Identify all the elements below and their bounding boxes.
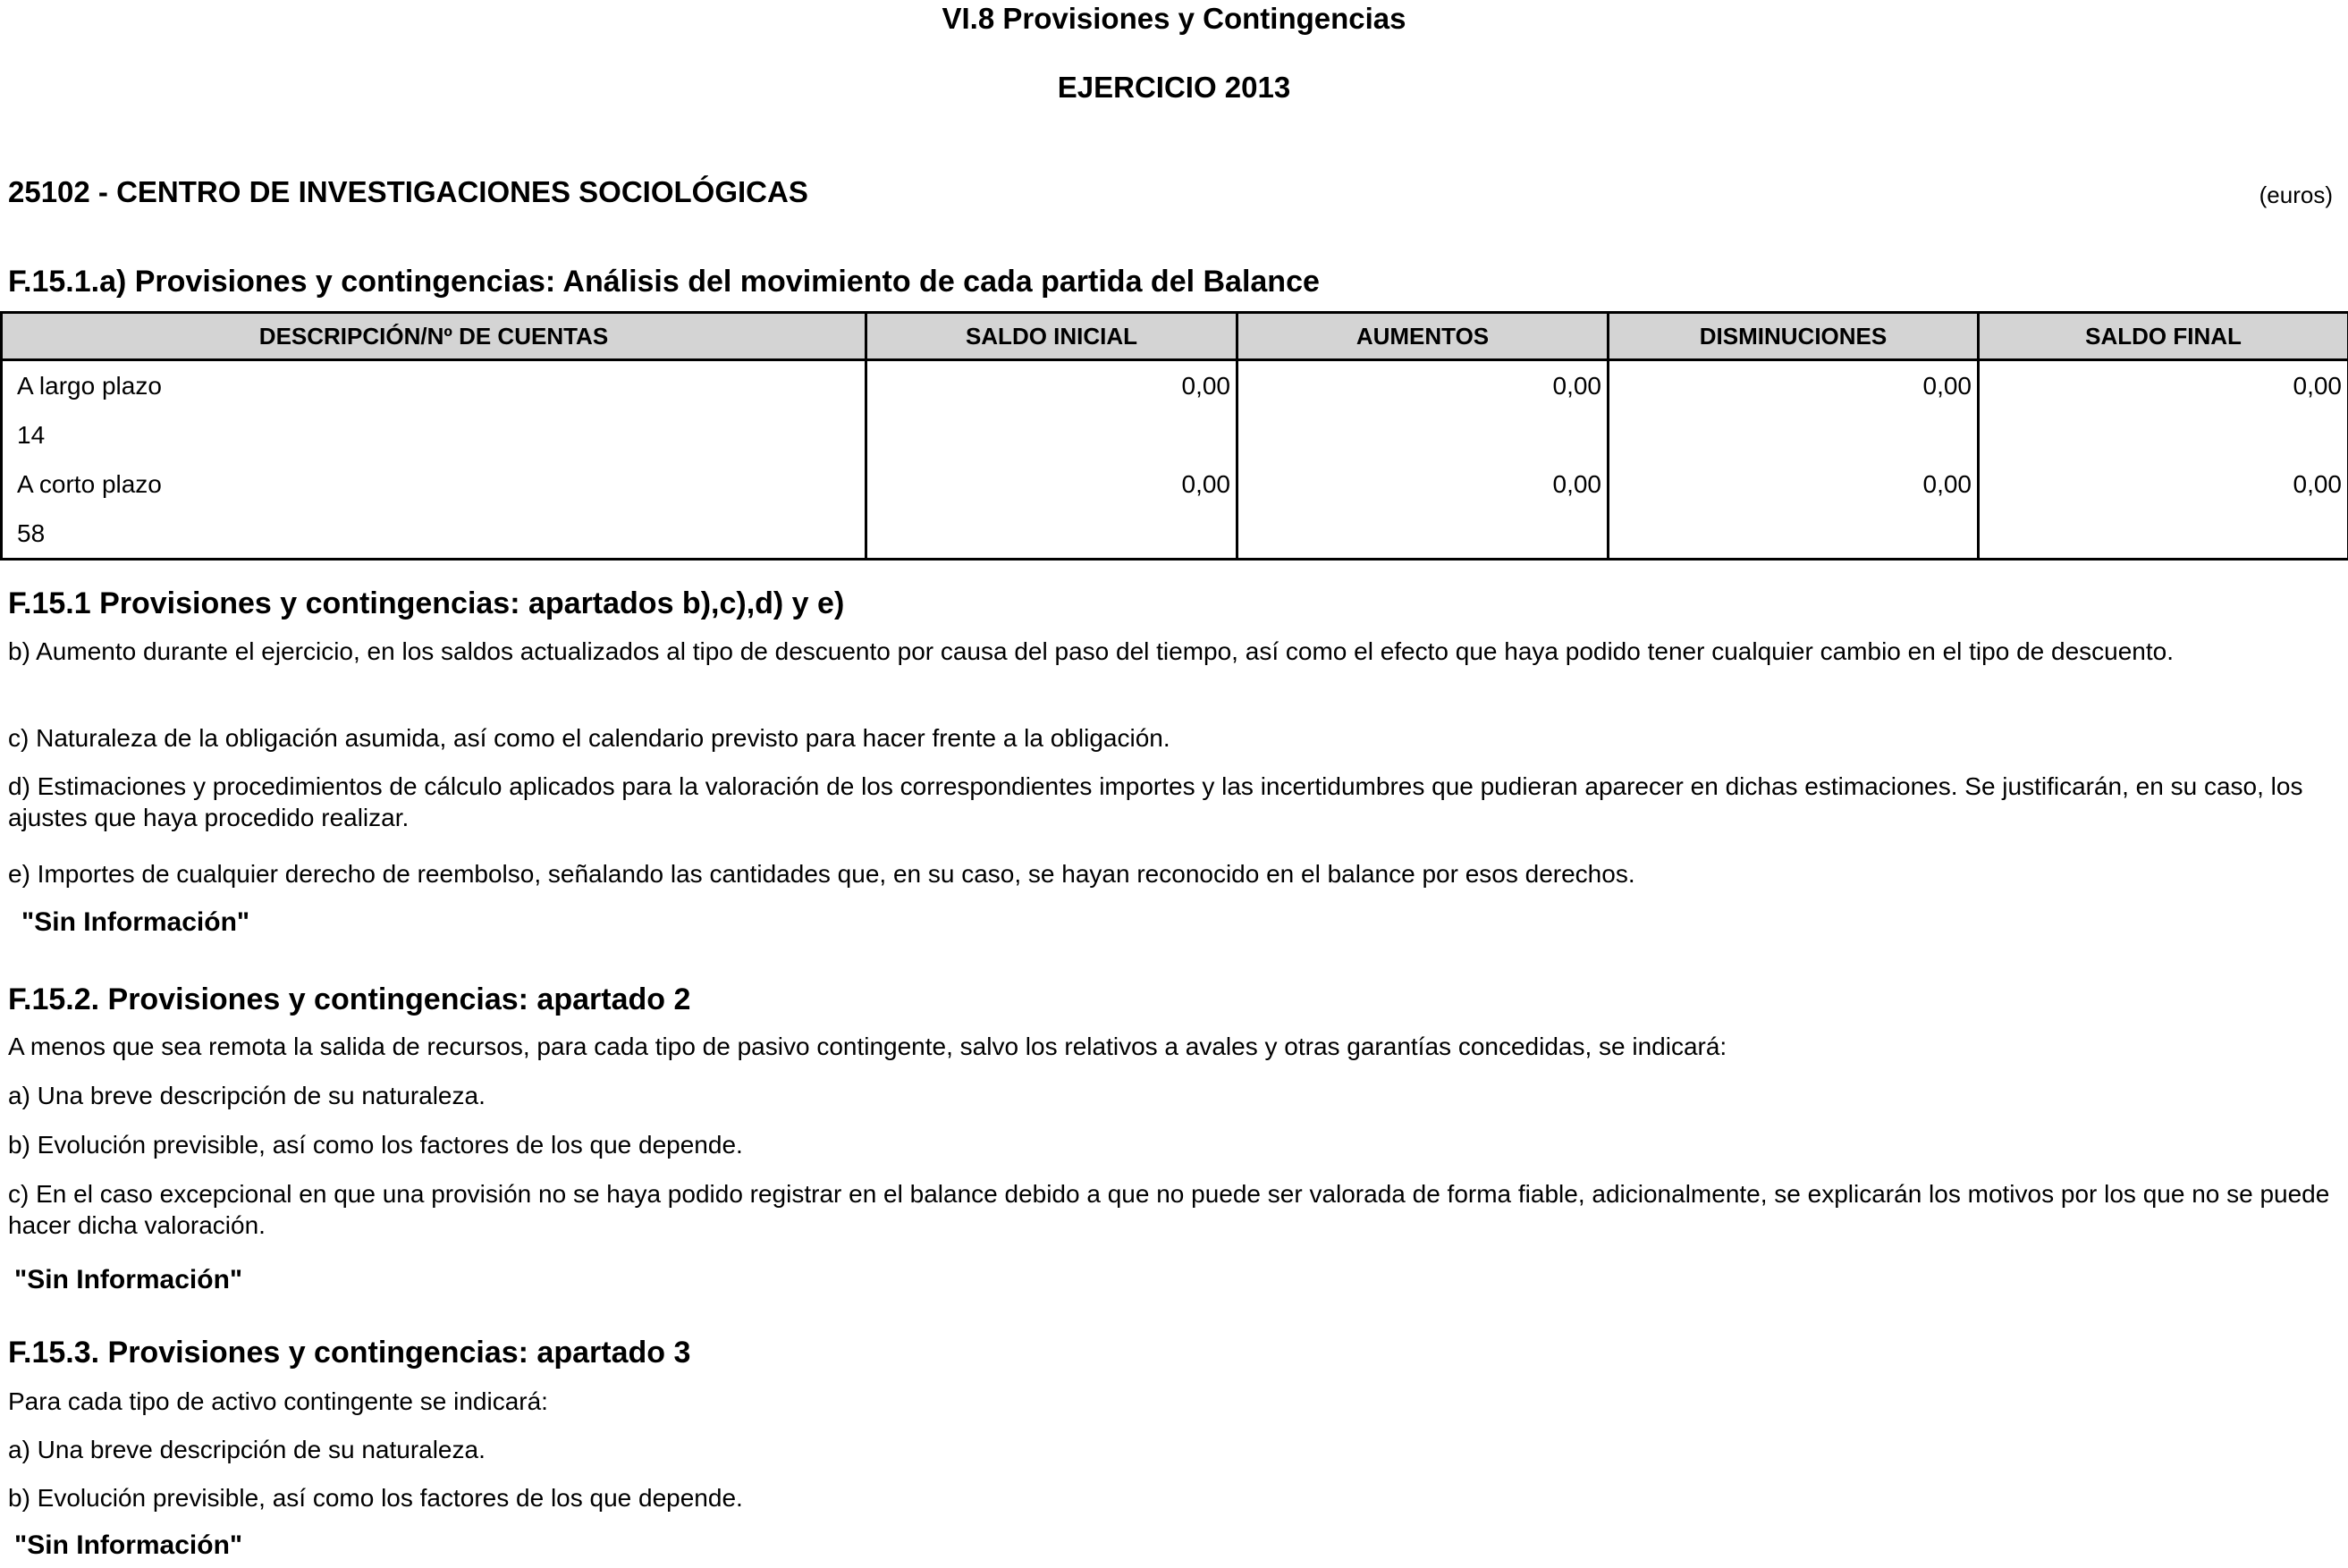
cell-description: 14 <box>2 410 866 459</box>
organization-name: 25102 - CENTRO DE INVESTIGACIONES SOCIOLÓGICAS <box>8 175 808 208</box>
cell-aumentos <box>1237 509 1609 560</box>
column-header-aumentos: AUMENTOS <box>1237 313 1609 360</box>
no-information-note: "Sin Información" <box>21 907 250 937</box>
cell-saldo-inicial <box>866 410 1237 459</box>
section-heading-apartado-3: F.15.3. Provisiones y contingencias: apartado 3 <box>8 1336 691 1370</box>
paragraph-item-b: b) Evolución previsible, así como los factores de los que depende. <box>8 1131 743 1159</box>
paragraph-item-e: e) Importes de cualquier derecho de reembolso, señalando las cantidades que, en su caso, se hayan reconocido en el balance por esos derechos. <box>8 860 1635 888</box>
no-information-note: "Sin Información" <box>14 1530 243 1560</box>
cell-aumentos: 0,00 <box>1237 459 1609 509</box>
paragraph-intro: A menos que sea remota la salida de recursos, para cada tipo de pasivo contingente, salvo los relativos a avales y otras garantías concedidas, se indicará: <box>8 1033 1727 1060</box>
cell-saldo-inicial: 0,00 <box>866 360 1237 411</box>
cell-description: 58 <box>2 509 866 560</box>
cell-saldo-inicial: 0,00 <box>866 459 1237 509</box>
table-row <box>2 459 2348 509</box>
paragraph-item-c: c) En el caso excepcional en que una provisión no se haya podido registrar en el balance debido a que no puede ser valorada de forma fiable, adicionalmente, se explicarán los motivos por los que no se puede hacer dicha valoración. <box>8 1180 2330 1239</box>
cell-description: A largo plazo <box>2 360 866 411</box>
column-header-saldo-final: SALDO FINAL <box>1979 313 2348 360</box>
cell-saldo-final <box>1979 509 2348 560</box>
section-heading-movements: F.15.1.a) Provisiones y contingencias: Análisis del movimiento de cada partida del Balance <box>8 265 1320 299</box>
section-heading-apartado-2: F.15.2. Provisiones y contingencias: apartado 2 <box>8 982 691 1016</box>
cell-description: A corto plazo <box>2 459 866 509</box>
paragraph-item-c: c) Naturaleza de la obligación asumida, así como el calendario previsto para hacer frente a la obligación. <box>8 724 1170 752</box>
cell-disminuciones <box>1609 509 1979 560</box>
paragraph-item-b: b) Aumento durante el ejercicio, en los saldos actualizados al tipo de descuento por causa del paso del tiempo, así como el efecto que haya podido tener cualquier cambio en el tipo de descuento. <box>8 637 2174 665</box>
paragraph-item-a: a) Una breve descripción de su naturaleza. <box>8 1436 486 1463</box>
table-row <box>2 360 2348 411</box>
table-row <box>2 410 2348 459</box>
column-header-description: DESCRIPCIÓN/Nº DE CUENTAS <box>2 313 866 360</box>
table-row <box>2 509 2348 560</box>
cell-disminuciones <box>1609 410 1979 459</box>
table-header-row <box>2 313 2348 360</box>
cell-saldo-inicial <box>866 509 1237 560</box>
paragraph-item-a: a) Una breve descripción de su naturaleza. <box>8 1082 486 1109</box>
cell-disminuciones: 0,00 <box>1609 360 1979 411</box>
cell-saldo-final: 0,00 <box>1979 360 2348 411</box>
cell-aumentos: 0,00 <box>1237 360 1609 411</box>
currency-units: (euros) <box>2259 181 2333 208</box>
paragraph-item-d: d) Estimaciones y procedimientos de cálculo aplicados para la valoración de los correspondientes importes y las incertidumbres que pudieran aparecer en dichas estimaciones. Se justificarán, en su caso, los ajustes que haya procedido realizar. <box>8 772 2303 831</box>
paragraph-item-b: b) Evolución previsible, así como los factores de los que depende. <box>8 1484 743 1512</box>
exercise-year: EJERCICIO 2013 <box>1057 71 1291 104</box>
cell-disminuciones: 0,00 <box>1609 459 1979 509</box>
cell-aumentos <box>1237 410 1609 459</box>
cell-saldo-final: 0,00 <box>1979 459 2348 509</box>
movements-table <box>0 311 2348 561</box>
page-title: VI.8 Provisiones y Contingencias <box>942 2 1406 35</box>
section-heading-items-b-e: F.15.1 Provisiones y contingencias: apartados b),c),d) y e) <box>8 586 845 620</box>
column-header-saldo-inicial: SALDO INICIAL <box>866 313 1237 360</box>
column-header-disminuciones: DISMINUCIONES <box>1609 313 1979 360</box>
cell-saldo-final <box>1979 410 2348 459</box>
no-information-note: "Sin Información" <box>14 1265 243 1294</box>
paragraph-intro: Para cada tipo de activo contingente se indicará: <box>8 1387 548 1415</box>
